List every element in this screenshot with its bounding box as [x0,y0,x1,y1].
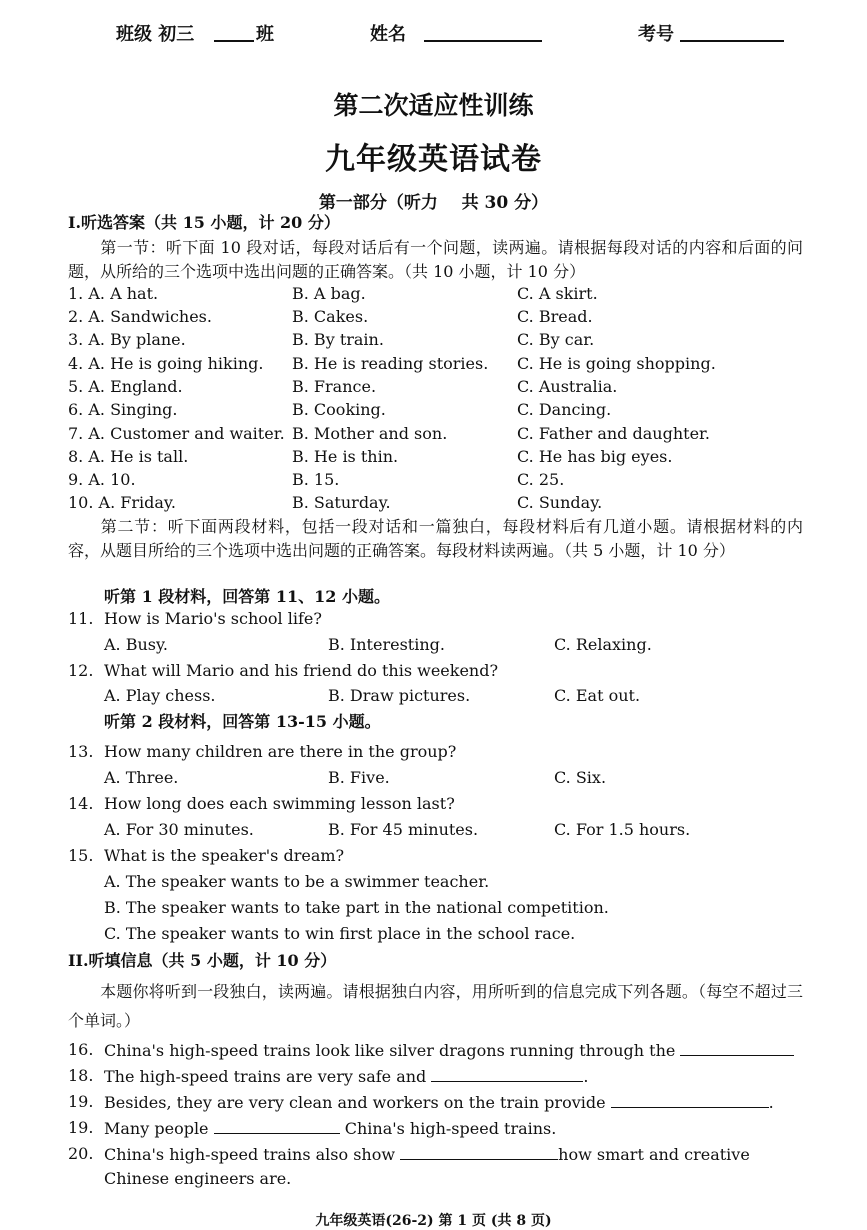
section1-heading: I.听选答案（共 15 小题，计 20 分） [68,213,340,232]
q12-option-b[interactable]: B. Draw pictures. [328,686,471,705]
q9-option-b[interactable]: B. 15. [292,470,340,489]
q11-option-a[interactable]: A. Busy. [104,635,168,654]
section1-part2-instruction: 第二节：听下面两段材料，包括一段对话和一篇独白，每段材料后有几道小题。请根据材料的内容，从题目所给的三个选项中选出问题的正确答案。每段材料读两遍。（共 5 小题，计 10 分） [68,517,803,560]
f20-number: 20. [68,1144,94,1163]
material1-note: 听第 1 段材料，回答第 11、12 小题。 [104,587,390,606]
q3-option-c[interactable]: C. By car. [517,330,595,349]
q10-option-a[interactable]: 10. A. Friday. [68,493,176,512]
f19b-blank[interactable] [214,1117,340,1134]
q8-option-a[interactable]: 8. A. He is tall. [68,447,189,466]
q2-option-b[interactable]: B. Cakes. [292,307,369,326]
q14-option-a[interactable]: A. For 30 minutes. [104,820,254,839]
f20-sentence-line2: Chinese engineers are. [104,1169,292,1188]
q4-option-a[interactable]: 4. A. He is going hiking. [68,354,264,373]
q7-option-a[interactable]: 7. A. Customer and waiter. [68,424,285,443]
q11-option-c[interactable]: C. Relaxing. [554,635,652,654]
q12-option-c[interactable]: C. Eat out. [554,686,641,705]
f16-number: 16. [68,1040,94,1059]
q1-option-b[interactable]: B. A bag. [292,284,366,303]
q13-question: How many children are there in the group? [104,742,457,761]
q12-question: What will Mario and his friend do this weekend? [104,661,499,680]
q11-question: How is Mario's school life? [104,609,322,628]
section2-heading: II.听填信息（共 5 小题，计 10 分） [68,951,337,970]
material2-note: 听第 2 段材料，回答第 13-15 小题。 [104,712,381,731]
q6-option-b[interactable]: B. Cooking. [292,400,386,419]
q15-option-a[interactable]: A. The speaker wants to be a swimmer teacher. [104,872,490,891]
q12-option-a[interactable]: A. Play chess. [104,686,216,705]
q7-option-b[interactable]: B. Mother and son. [292,424,448,443]
q8-option-b[interactable]: B. He is thin. [292,447,399,466]
f20-blank[interactable] [400,1143,558,1160]
q15-option-c[interactable]: C. The speaker wants to win first place in the school race. [104,924,576,943]
q2-option-a[interactable]: 2. A. Sandwiches. [68,307,212,326]
q7-option-c[interactable]: C. Father and daughter. [517,424,711,443]
q2-option-c[interactable]: C. Bread. [517,307,593,326]
q14-option-c[interactable]: C. For 1.5 hours. [554,820,691,839]
exam-title: 第二次适应性训练 [333,91,534,120]
q6-option-c[interactable]: C. Dancing. [517,400,612,419]
q1-option-c[interactable]: C. A skirt. [517,284,598,303]
q14-question: How long does each swimming lesson last? [104,794,455,813]
q5-option-b[interactable]: B. France. [292,377,377,396]
q13-option-a[interactable]: A. Three. [104,768,179,787]
q4-option-c[interactable]: C. He is going shopping. [517,354,716,373]
q12-number: 12. [68,661,94,680]
exam-subtitle: 九年级英语试卷 [325,142,542,177]
f19b-sentence: Many people China's high-speed trains. [104,1119,557,1138]
f16-sentence: China's high-speed trains look like silver dragons running through the [104,1039,794,1062]
q3-option-b[interactable]: B. By train. [292,330,384,349]
q11-option-b[interactable]: B. Interesting. [328,635,445,654]
student-info-header [0,20,867,50]
exam-number-blank[interactable] [680,20,784,42]
class-blank[interactable] [214,20,254,42]
name-blank[interactable] [424,20,542,42]
q5-option-a[interactable]: 5. A. England. [68,377,183,396]
f16-blank[interactable] [680,1039,794,1056]
f19b-number: 19. [68,1118,94,1137]
q6-option-a[interactable]: 6. A. Singing. [68,400,178,419]
q9-option-a[interactable]: 9. A. 10. [68,470,136,489]
part-heading: 第一部分（听力 共 30 分） [318,193,549,213]
section2-instruction: 本题你将听到一段独白，读两遍。请根据独白内容，用所听到的信息完成下列各题。（每空不超过三个单词。） [68,982,803,1030]
q13-option-b[interactable]: B. Five. [328,768,390,787]
q13-number: 13. [68,742,94,761]
q15-question: What is the speaker's dream? [104,846,345,865]
f20-sentence: China's high-speed trains also show how smart and creative [104,1145,750,1164]
q15-option-b[interactable]: B. The speaker wants to take part in the national competition. [104,898,609,917]
q11-number: 11. [68,609,94,628]
f19a-number: 19. [68,1092,94,1111]
q8-option-c[interactable]: C. He has big eyes. [517,447,673,466]
q9-option-c[interactable]: C. 25. [517,470,565,489]
q14-number: 14. [68,794,94,813]
f18-blank[interactable] [431,1065,583,1082]
f19a-sentence: Besides, they are very clean and workers on the train provide . [104,1093,774,1112]
q10-option-b[interactable]: B. Saturday. [292,493,391,512]
q15-number: 15. [68,846,94,865]
q4-option-b[interactable]: B. He is reading stories. [292,354,489,373]
section1-instruction: 第一节：听下面 10 段对话，每段对话后有一个问题，读两遍。请根据每段对话的内容和后面的问题，从所给的三个选项中选出问题的正确答案。（共 10 小题，计 10 分） [68,238,803,281]
class-label: 班级 初三 [116,24,195,45]
f19a-blank[interactable] [611,1091,769,1108]
q14-option-b[interactable]: B. For 45 minutes. [328,820,479,839]
f18-sentence: The high-speed trains are very safe and . [104,1067,589,1086]
f18-number: 18. [68,1066,94,1085]
q10-option-c[interactable]: C. Sunday. [517,493,603,512]
q13-option-c[interactable]: C. Six. [554,768,607,787]
class-suffix: 班 [256,24,274,45]
q3-option-a[interactable]: 3. A. By plane. [68,330,186,349]
name-label: 姓名 [370,24,406,45]
page-footer: 九年级英语(26-2) 第 1 页 (共 8 页) [315,1213,552,1229]
q5-option-c[interactable]: C. Australia. [517,377,618,396]
exam-number-label: 考号 [638,24,674,45]
q1-option-a[interactable]: 1. A. A hat. [68,284,159,303]
